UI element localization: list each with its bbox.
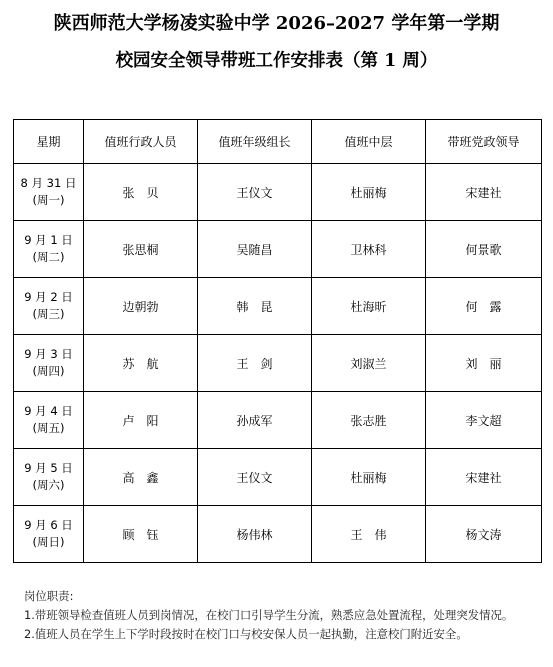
- date-cell: [14, 506, 84, 563]
- weekday-text: (周一): [32, 193, 65, 207]
- admin-cell: 顾 钰: [84, 506, 198, 563]
- middle-manager-cell: 卫林科: [312, 221, 426, 278]
- table-row: [14, 278, 542, 335]
- party-leader-cell: 李文超: [426, 392, 542, 449]
- header-middle-manager: 值班中层: [312, 120, 426, 164]
- date-cell: [14, 164, 84, 221]
- weekday-text: (周五): [32, 421, 65, 435]
- table-header-row: [14, 120, 542, 164]
- date-text: 9 月 1 日: [24, 233, 73, 247]
- middle-manager-cell: 杜丽梅: [312, 164, 426, 221]
- date-text: 9 月 3 日: [24, 347, 73, 361]
- table-row: [14, 335, 542, 392]
- admin-cell: 苏 航: [84, 335, 198, 392]
- date-text: 9 月 6 日: [24, 518, 73, 532]
- date-text: 8 月 31 日: [20, 176, 77, 190]
- duty-schedule-table: [13, 119, 542, 563]
- middle-manager-cell: 杜丽梅: [312, 449, 426, 506]
- header-weekday: 星期: [14, 120, 84, 164]
- admin-cell: 张 贝: [84, 164, 198, 221]
- duties-heading: 岗位职责:: [24, 589, 74, 603]
- table-row: [14, 449, 542, 506]
- date-cell: [14, 278, 84, 335]
- admin-cell: 高 鑫: [84, 449, 198, 506]
- party-leader-cell: 何景歌: [426, 221, 542, 278]
- admin-cell: 张思桐: [84, 221, 198, 278]
- table-row: [14, 221, 542, 278]
- party-leader-cell: 刘 丽: [426, 335, 542, 392]
- weekday-text: (周二): [32, 250, 65, 264]
- table-row: [14, 506, 542, 563]
- header-grade-leader: 值班年级组长: [198, 120, 312, 164]
- weekday-text: (周日): [32, 535, 65, 549]
- date-cell: [14, 221, 84, 278]
- date-text: 9 月 4 日: [24, 404, 73, 418]
- document-title-line1: 陕西师范大学杨凌实验中学 2026–2027 学年第一学期: [53, 13, 500, 34]
- document-title-line2: 校园安全领导带班工作安排表（第 1 周）: [115, 51, 438, 71]
- grade-leader-cell: 杨伟林: [198, 506, 312, 563]
- admin-cell: 边朝勃: [84, 278, 198, 335]
- party-leader-cell: 宋建社: [426, 449, 542, 506]
- admin-cell: 卢 阳: [84, 392, 198, 449]
- weekday-text: (周四): [32, 364, 65, 378]
- weekday-text: (周三): [32, 307, 65, 321]
- date-text: 9 月 5 日: [24, 461, 73, 475]
- middle-manager-cell: 刘淑兰: [312, 335, 426, 392]
- date-cell: [14, 335, 84, 392]
- duty-item: 2.值班人员在学生上下学时段按时在校门口与校安保人员一起执勤，注意校门附近安全。: [24, 627, 468, 641]
- middle-manager-cell: 张志胜: [312, 392, 426, 449]
- party-leader-cell: 宋建社: [426, 164, 542, 221]
- grade-leader-cell: 王仪文: [198, 164, 312, 221]
- date-text: 9 月 2 日: [24, 290, 73, 304]
- date-cell: [14, 392, 84, 449]
- date-cell: [14, 449, 84, 506]
- weekday-text: (周六): [32, 478, 65, 492]
- duties-section: [24, 587, 544, 644]
- grade-leader-cell: 王 剑: [198, 335, 312, 392]
- duty-item: 1.带班领导检查值班人员到岗情况，在校门口引导学生分流，熟悉应急处置流程，处理突发情况。: [24, 608, 514, 622]
- header-party-leader: 带班党政领导: [426, 120, 542, 164]
- grade-leader-cell: 吴随昌: [198, 221, 312, 278]
- middle-manager-cell: 杜海昕: [312, 278, 426, 335]
- header-admin: 值班行政人员: [84, 120, 198, 164]
- middle-manager-cell: 王 伟: [312, 506, 426, 563]
- party-leader-cell: 杨文涛: [426, 506, 542, 563]
- grade-leader-cell: 韩 昆: [198, 278, 312, 335]
- table-row: [14, 164, 542, 221]
- party-leader-cell: 何 露: [426, 278, 542, 335]
- table-row: [14, 392, 542, 449]
- grade-leader-cell: 孙成军: [198, 392, 312, 449]
- grade-leader-cell: 王仪文: [198, 449, 312, 506]
